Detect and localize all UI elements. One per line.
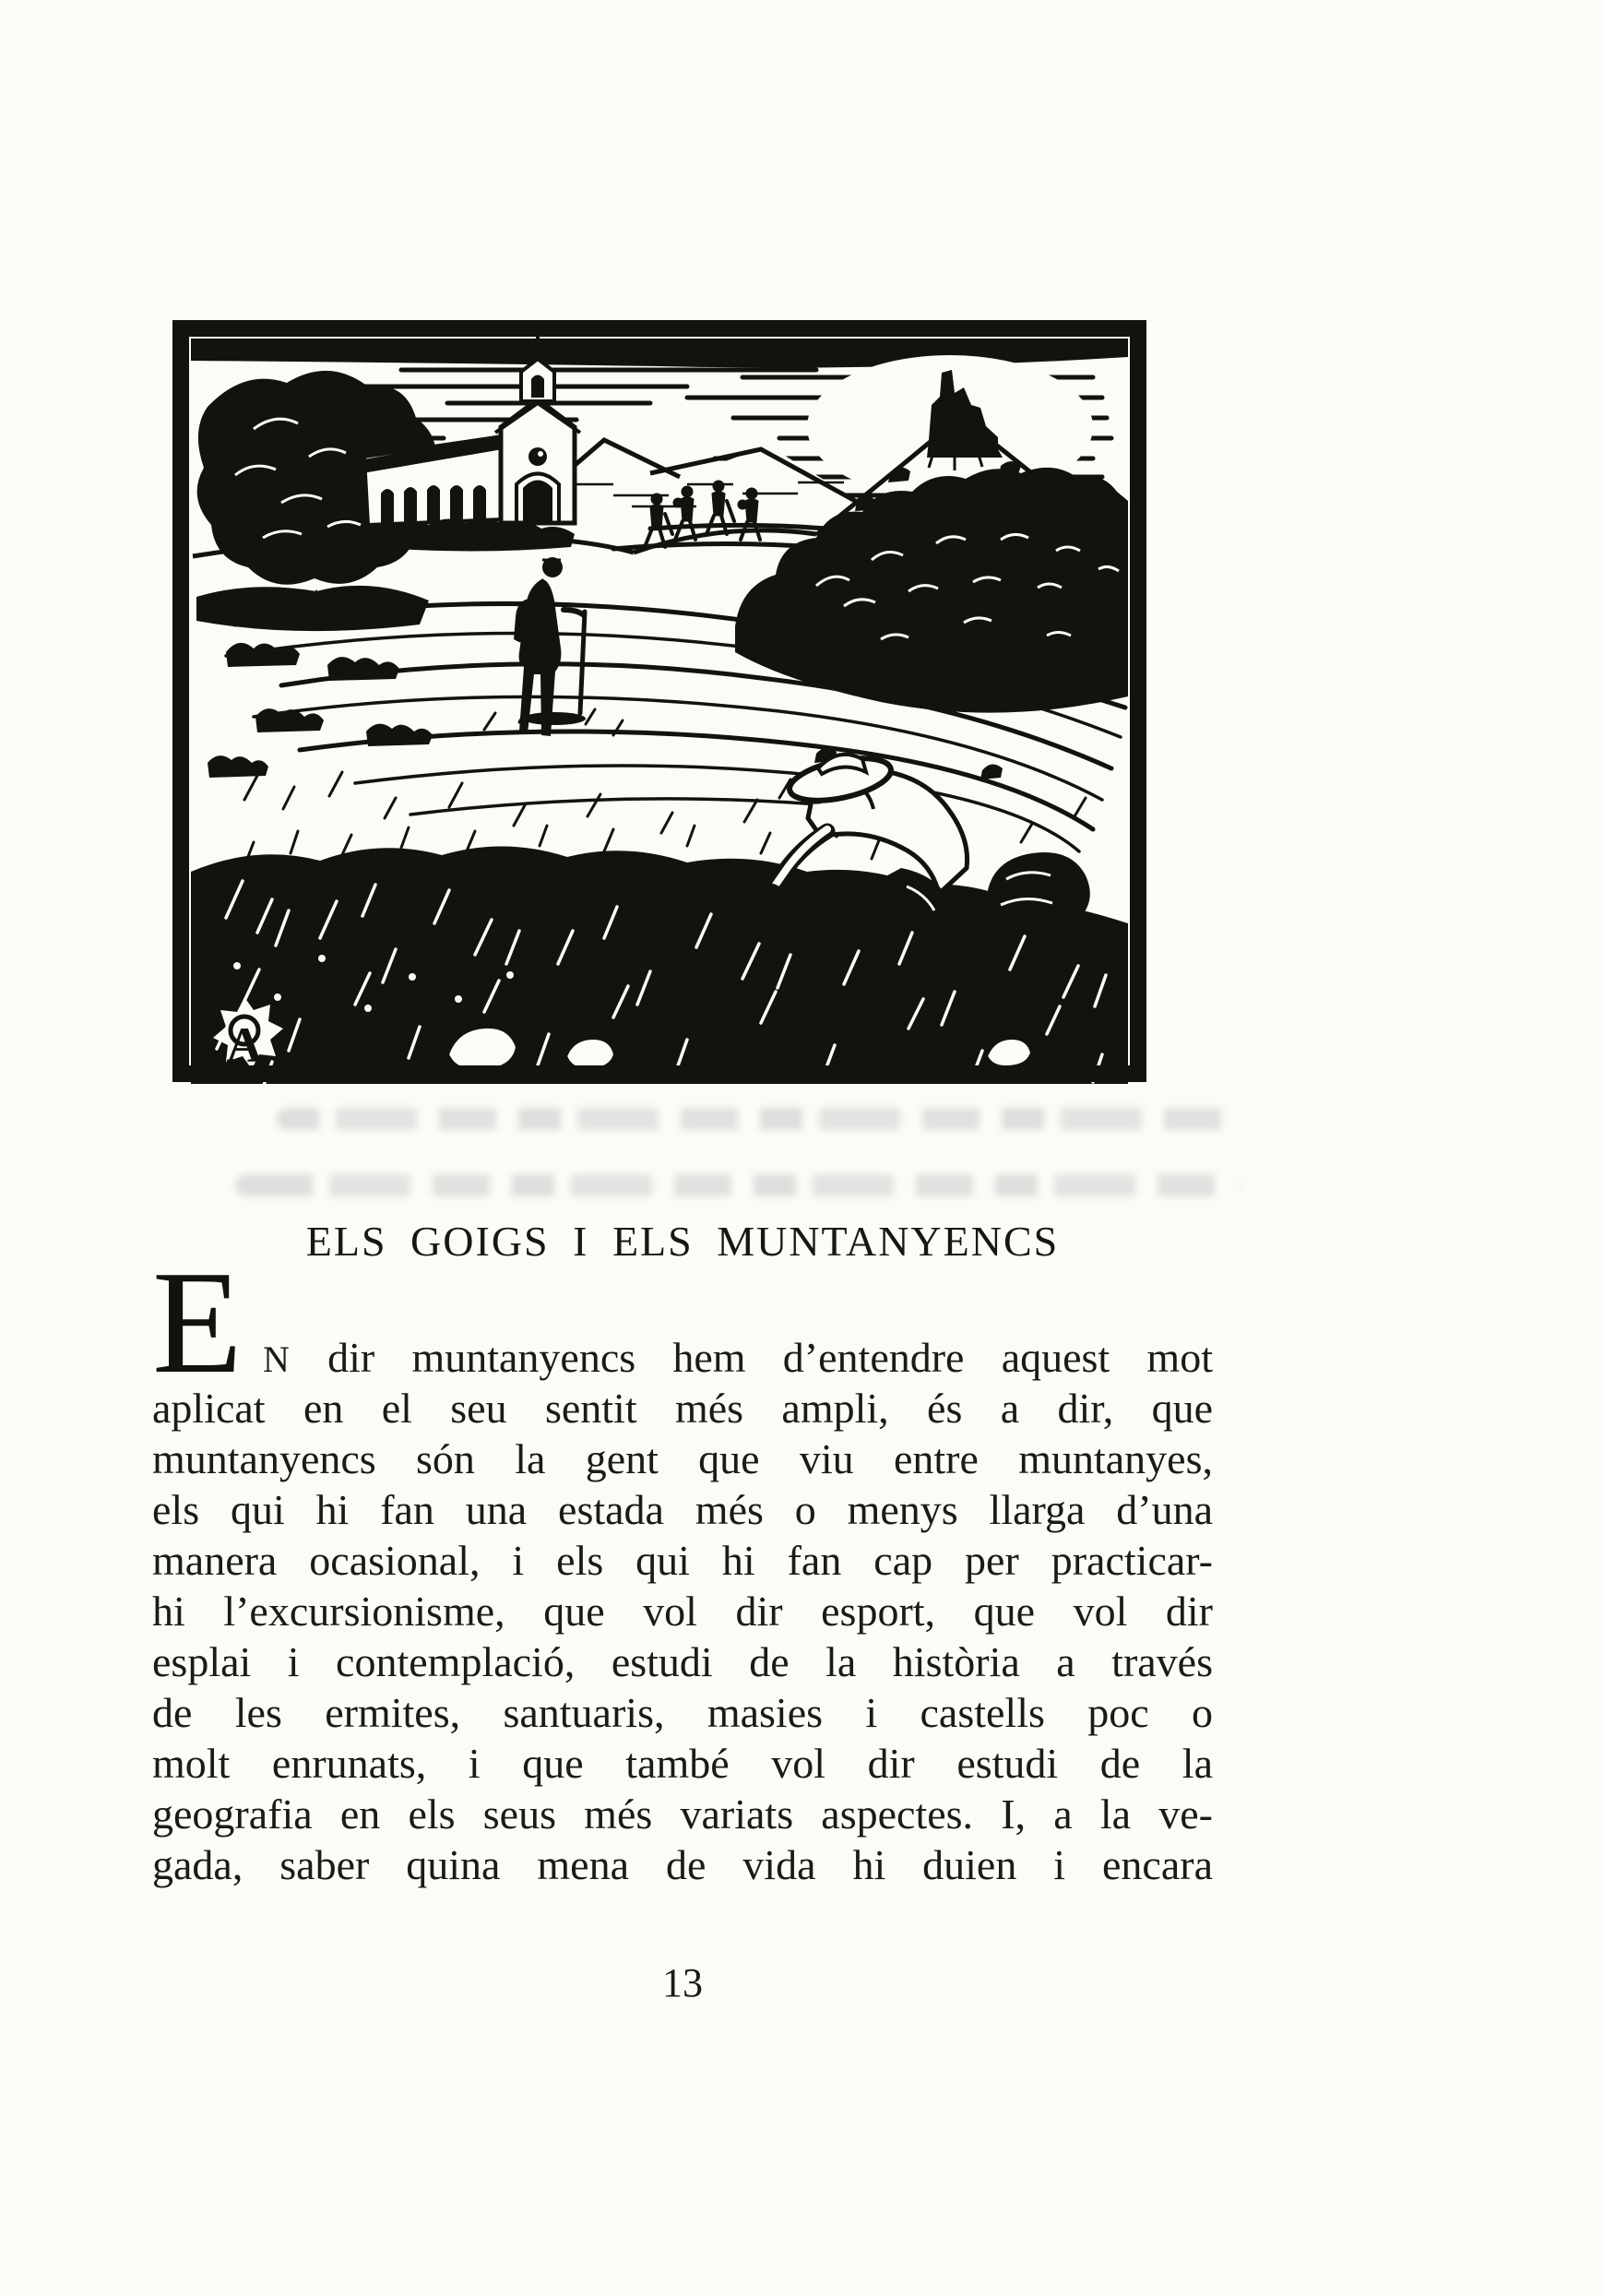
woodcut-illustration bbox=[171, 318, 1148, 1084]
church-door bbox=[523, 481, 552, 524]
chapter-title: ELS GOIGS I ELS MUNTANYENCS bbox=[305, 1218, 1060, 1265]
artist-monogram-letter: A bbox=[226, 1017, 263, 1073]
show-through-text-ghost bbox=[235, 1174, 1239, 1196]
paragraph-line: de les ermites, santuaris, masies i castells poc o bbox=[152, 1689, 1213, 1736]
paragraph-line: esplai i contemplació, estudi de la història a través bbox=[152, 1638, 1213, 1685]
woodcut-svg bbox=[171, 318, 1148, 1084]
show-through-text-ghost bbox=[277, 1108, 1236, 1130]
paragraph-line: hi l’excursionisme, que vol dir esport, que vol dir bbox=[152, 1588, 1213, 1635]
drop-cap: E bbox=[152, 1240, 243, 1404]
paragraph-line: gada, saber quina mena de vida hi duien i encara bbox=[152, 1841, 1213, 1888]
paragraph-line: aplicat en el seu sentit més ampli, és a dir, que bbox=[152, 1385, 1213, 1432]
paragraph-line: els qui hi fan una estada més o menys llarga d’una bbox=[152, 1486, 1213, 1533]
paragraph-line: manera ocasional, i els qui hi fan cap per practicar- bbox=[152, 1537, 1213, 1584]
page-number: 13 bbox=[662, 1960, 703, 2005]
paragraph-line: geografia en els seus més variats aspectes. I, a la ve- bbox=[152, 1790, 1213, 1838]
oculus-window bbox=[528, 447, 547, 466]
paragraph-line: molt enrunats, i que també vol dir estudi de la bbox=[152, 1740, 1213, 1787]
line-text: dir muntanyencs hem d’entendre aquest mot bbox=[327, 1334, 1213, 1381]
paragraph-line: muntanyencs són la gent que viu entre muntanyes, bbox=[152, 1435, 1213, 1482]
paragraph-line bbox=[152, 1332, 1213, 1383]
dropcap-follow-letter: N bbox=[263, 1338, 291, 1380]
